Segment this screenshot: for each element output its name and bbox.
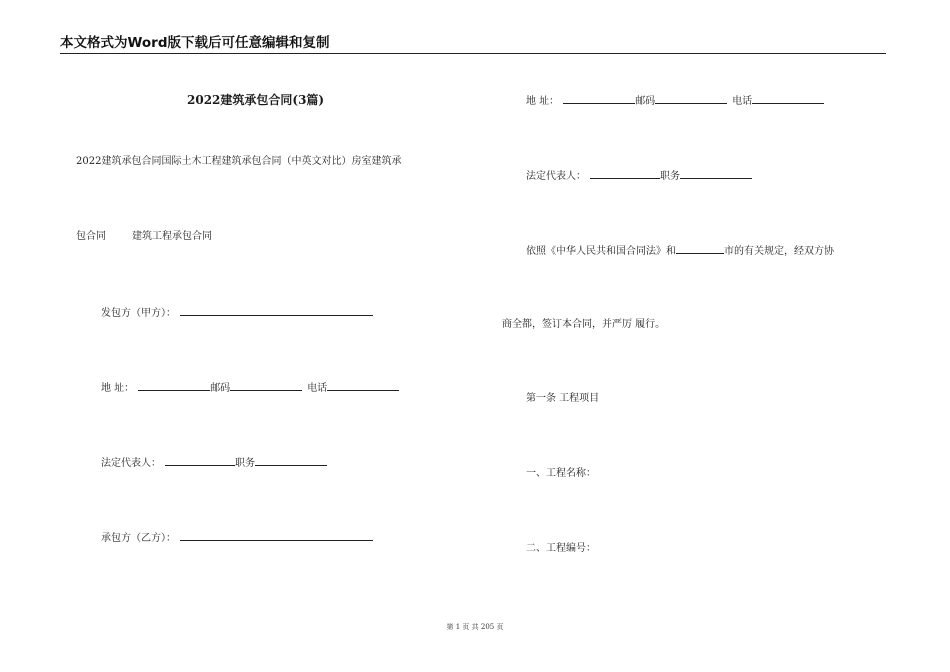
left-address-row bbox=[101, 380, 399, 396]
intro-line-1: 2022建筑承包合同国际土木工程建筑承包合同（中英文对比）房室建筑承 bbox=[76, 156, 402, 167]
right-legal-rep-blank bbox=[590, 168, 660, 179]
right-postcode-label: 邮码 bbox=[635, 96, 656, 107]
left-postcode-label: 邮码 bbox=[210, 383, 231, 394]
left-postcode-blank bbox=[230, 380, 302, 391]
contractor-row bbox=[101, 530, 373, 546]
left-address-label: 地 址： bbox=[101, 383, 135, 394]
intro-line-2-b: 建筑工程承包合同 bbox=[132, 231, 212, 242]
contractor-blank bbox=[180, 530, 373, 541]
city-blank bbox=[676, 243, 724, 254]
left-position-blank bbox=[255, 455, 327, 466]
document-title: 2022建筑承包合同(3篇) bbox=[187, 93, 325, 107]
basis-line-1-a: 依照《中华人民共和国合同法》和 bbox=[526, 246, 676, 257]
right-address-label: 地 址： bbox=[526, 96, 560, 107]
left-phone-blank bbox=[327, 380, 399, 391]
item-2-project-number: 二、工程编号： bbox=[526, 543, 596, 554]
left-address-blank bbox=[138, 380, 210, 391]
left-legal-rep-label: 法定代表人： bbox=[101, 458, 161, 469]
right-legal-rep-row bbox=[526, 168, 752, 184]
employer-label: 发包方（甲方）： bbox=[101, 308, 176, 319]
left-position-label: 职务 bbox=[235, 458, 255, 469]
employer-blank bbox=[180, 305, 373, 316]
right-phone-label: 电话 bbox=[732, 96, 753, 107]
basis-line-1 bbox=[526, 243, 834, 259]
right-address-row bbox=[526, 93, 824, 109]
right-legal-rep-label: 法定代表人： bbox=[526, 171, 586, 182]
right-position-label: 职务 bbox=[660, 171, 680, 182]
basis-line-2: 商全都，签订本合同，并严厉 履行。 bbox=[502, 319, 666, 330]
right-address-blank bbox=[563, 93, 635, 104]
left-legal-rep-row bbox=[101, 455, 327, 471]
left-phone-label: 电话 bbox=[307, 383, 328, 394]
basis-line-1-b: 市的有关规定，经双方协 bbox=[724, 246, 834, 257]
left-legal-rep-blank bbox=[165, 455, 235, 466]
right-postcode-blank bbox=[655, 93, 727, 104]
right-position-blank bbox=[680, 168, 752, 179]
page-header bbox=[60, 34, 886, 54]
article-1-heading: 第一条 工程项目 bbox=[526, 393, 600, 404]
item-1-project-name: 一、工程名称： bbox=[526, 468, 596, 479]
intro-line-2 bbox=[76, 230, 212, 244]
header-banner: 本文格式为Word版下载后可任意编辑和复制 bbox=[60, 35, 330, 51]
employer-row bbox=[101, 305, 373, 321]
contractor-label: 承包方（乙方）： bbox=[101, 533, 176, 544]
right-phone-blank bbox=[752, 93, 824, 104]
intro-line-2-a: 包合同 bbox=[76, 231, 106, 242]
page-footer: 第 1 页 共 205 页 bbox=[446, 623, 504, 631]
